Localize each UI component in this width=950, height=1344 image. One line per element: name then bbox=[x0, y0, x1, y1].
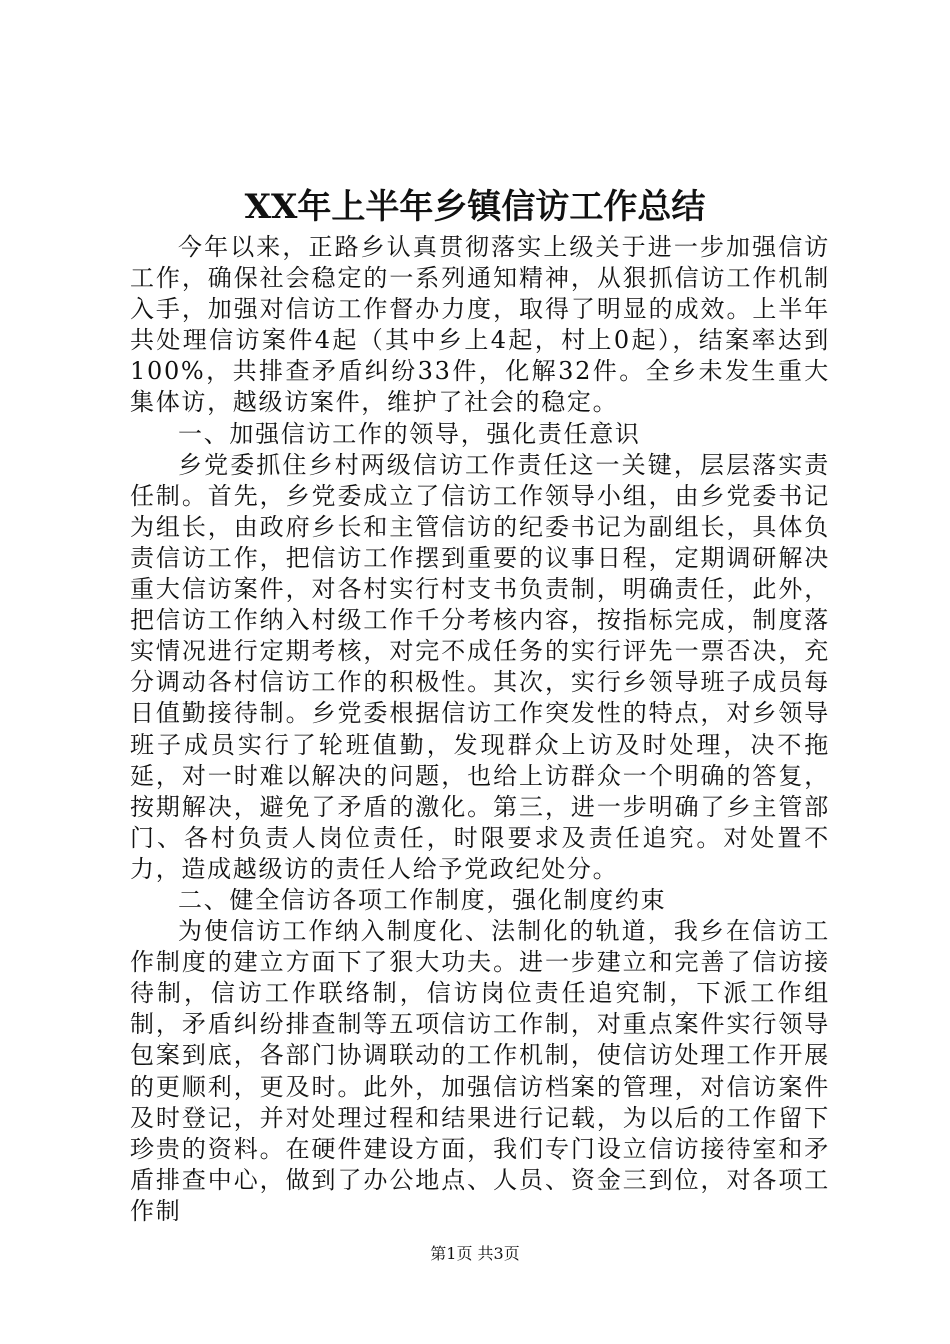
section-heading-2: 二、健全信访各项工作制度，强化制度约束 bbox=[178, 885, 667, 914]
document-title: XX年上半年乡镇信访工作总结 bbox=[244, 187, 706, 227]
intro-paragraph: 今年以来，正路乡认真贯彻落实上级关于进一步加强信访工作，确保社会稳定的一系列通知精神，从狠抓信访工作机制入手，加强对信访工作督办力度，取得了明显的成效。上半年共处理信访案件4起（其中乡上4起，村上0起），结案率达到100%，共排查矛盾纠纷33件，化解32件。全乡未发生重大集体访，越级访案件，维护了社会的稳定。 bbox=[130, 233, 830, 417]
document-body bbox=[130, 232, 830, 1227]
section-2-paragraph: 为使信访工作纳入制度化、法制化的轨道，我乡在信访工作制度的建立方面下了狠大功夫。进一步建立和完善了信访接待制，信访工作联络制，信访岗位责任追究制，下派工作组制，矛盾纠纷排查制等五项信访工作制，对重点案件实行领导包案到底，各部门协调联动的工作机制，使信访处理工作开展的更顺利，更及时。此外，加强信访档案的管理，对信访案件及时登记，并对处理过程和结果进行记载，为以后的工作留下珍贵的资料。在硬件建设方面，我们专门设立信访接待室和矛盾排查中心，做到了办公地点、人员、资金三到位，对各项工作制 bbox=[130, 917, 830, 1225]
section-heading-1: 一、加强信访工作的领导，强化责任意识 bbox=[178, 419, 641, 448]
section-1-paragraph: 乡党委抓住乡村两级信访工作责任这一关键，层层落实责任制。首先，乡党委成立了信访工作领导小组，由乡党委书记为组长，由政府乡长和主管信访的纪委书记为副组长，具体负责信访工作，把信访工作摆到重要的议事日程，定期调研解决重大信访案件，对各村实行村支书负责制，明确责任，此外，把信访工作纳入村级工作千分考核内容，按指标完成，制度落实情况进行定期考核，对完不成任务的实行评先一票否决，充分调动各村信访工作的积极性。其次，实行乡领导班子成员每日值勤接待制。乡党委根据信访工作突发性的特点，对乡领导班子成员实行了轮班值勤，发现群众上访及时处理，决不拖延，对一时难以解决的问题，也给上访群众一个明确的答复，按期解决，避免了矛盾的激化。第三，进一步明确了乡主管部门、各村负责人岗位责任，时限要求及责任追究。对处置不力，造成越级访的责任人给予党政纪处分。 bbox=[130, 450, 830, 883]
page-footer: 第1页 共3页 bbox=[430, 1244, 520, 1263]
